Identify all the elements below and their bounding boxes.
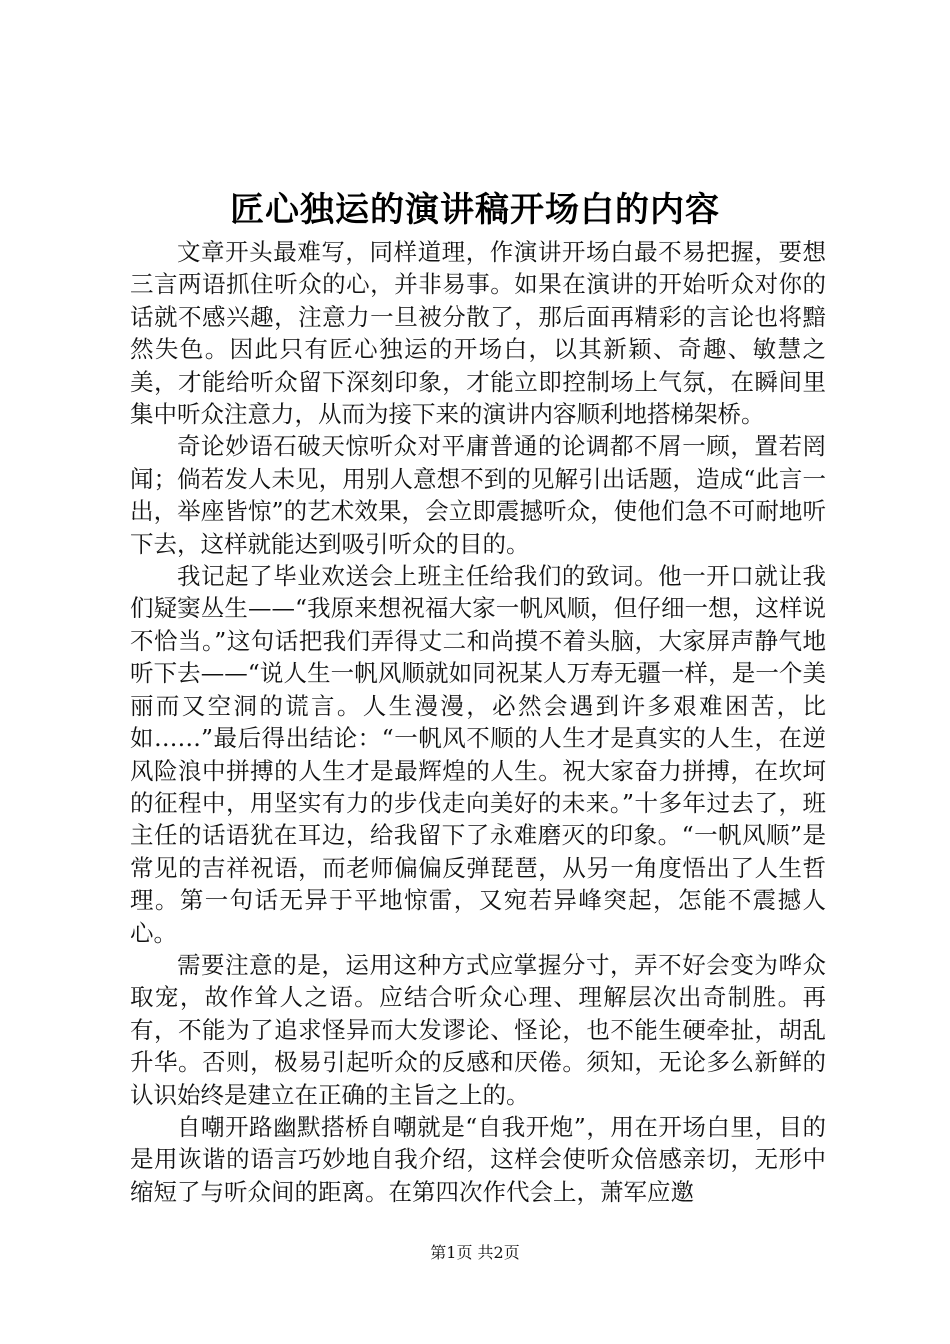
paragraph: 需要注意的是，运用这种方式应掌握分寸，弄不好会变为哗众取宠，故作耸人之语。应结合听众心理、理解层次出奇制胜。再有，不能为了追求怪异而大发谬论、怪论，也不能生硬牵扯，胡乱升华。否则，极易引起听众的反感和厌倦。须知，无论多么新鲜的认识始终是建立在正确的主旨之上的。 xyxy=(130,950,826,1109)
document-body xyxy=(130,236,826,1208)
document-title: 匠心独运的演讲稿开场白的内容 xyxy=(230,190,720,230)
paragraph: 奇论妙语石破天惊听众对平庸普通的论调都不屑一顾，置若罔闻；倘若发人未见，用别人意想不到的见解引出话题，造成“此言一出，举座皆惊”的艺术效果，会立即震撼听众，使他们急不可耐地听下去，这样就能达到吸引听众的目的。 xyxy=(130,432,826,558)
paragraph: 自嘲开路幽默搭桥自嘲就是“自我开炮”，用在开场白里，目的是用诙谐的语言巧妙地自我介绍，这样会使听众倍感亲切，无形中缩短了与听众间的距离。在第四次作代会上，萧军应邀 xyxy=(130,1112,826,1206)
page-footer: 第1页 共2页 xyxy=(430,1243,520,1262)
paragraph: 文章开头最难写，同样道理，作演讲开场白最不易把握，要想三言两语抓住听众的心，并非易事。如果在演讲的开始听众对你的话就不感兴趣，注意力一旦被分散了，那后面再精彩的言论也将黯然失色。因此只有匠心独运的开场白，以其新颖、奇趣、敏慧之美，才能给听众留下深刻印象，才能立即控制场上气氛，在瞬间里集中听众注意力，从而为接下来的演讲内容顺利地搭梯架桥。 xyxy=(130,238,826,429)
paragraph: 我记起了毕业欢送会上班主任给我们的致词。他一开口就让我们疑窦丛生——“我原来想祝福大家一帆风顺，但仔细一想，这样说不恰当。”这句话把我们弄得丈二和尚摸不着头脑，大家屏声静气地听下去——“说人生一帆风顺就如同祝某人万寿无疆一样，是一个美丽而又空洞的谎言。人生漫漫，必然会遇到许多艰难困苦，比如……”最后得出结论：“一帆风不顺的人生才是真实的人生，在逆风险浪中拼搏的人生才是最辉煌的人生。祝大家奋力拼搏，在坎坷的征程中，用坚实有力的步伐走向美好的未来。”十多年过去了，班主任的话语犹在耳边，给我留下了永难磨灭的印象。“一帆风顺”是常见的吉祥祝语，而老师偏偏反弹琵琶，从另一角度悟出了人生哲理。第一句话无异于平地惊雷，又宛若异峰突起，怎能不震撼人心。 xyxy=(130,562,826,947)
